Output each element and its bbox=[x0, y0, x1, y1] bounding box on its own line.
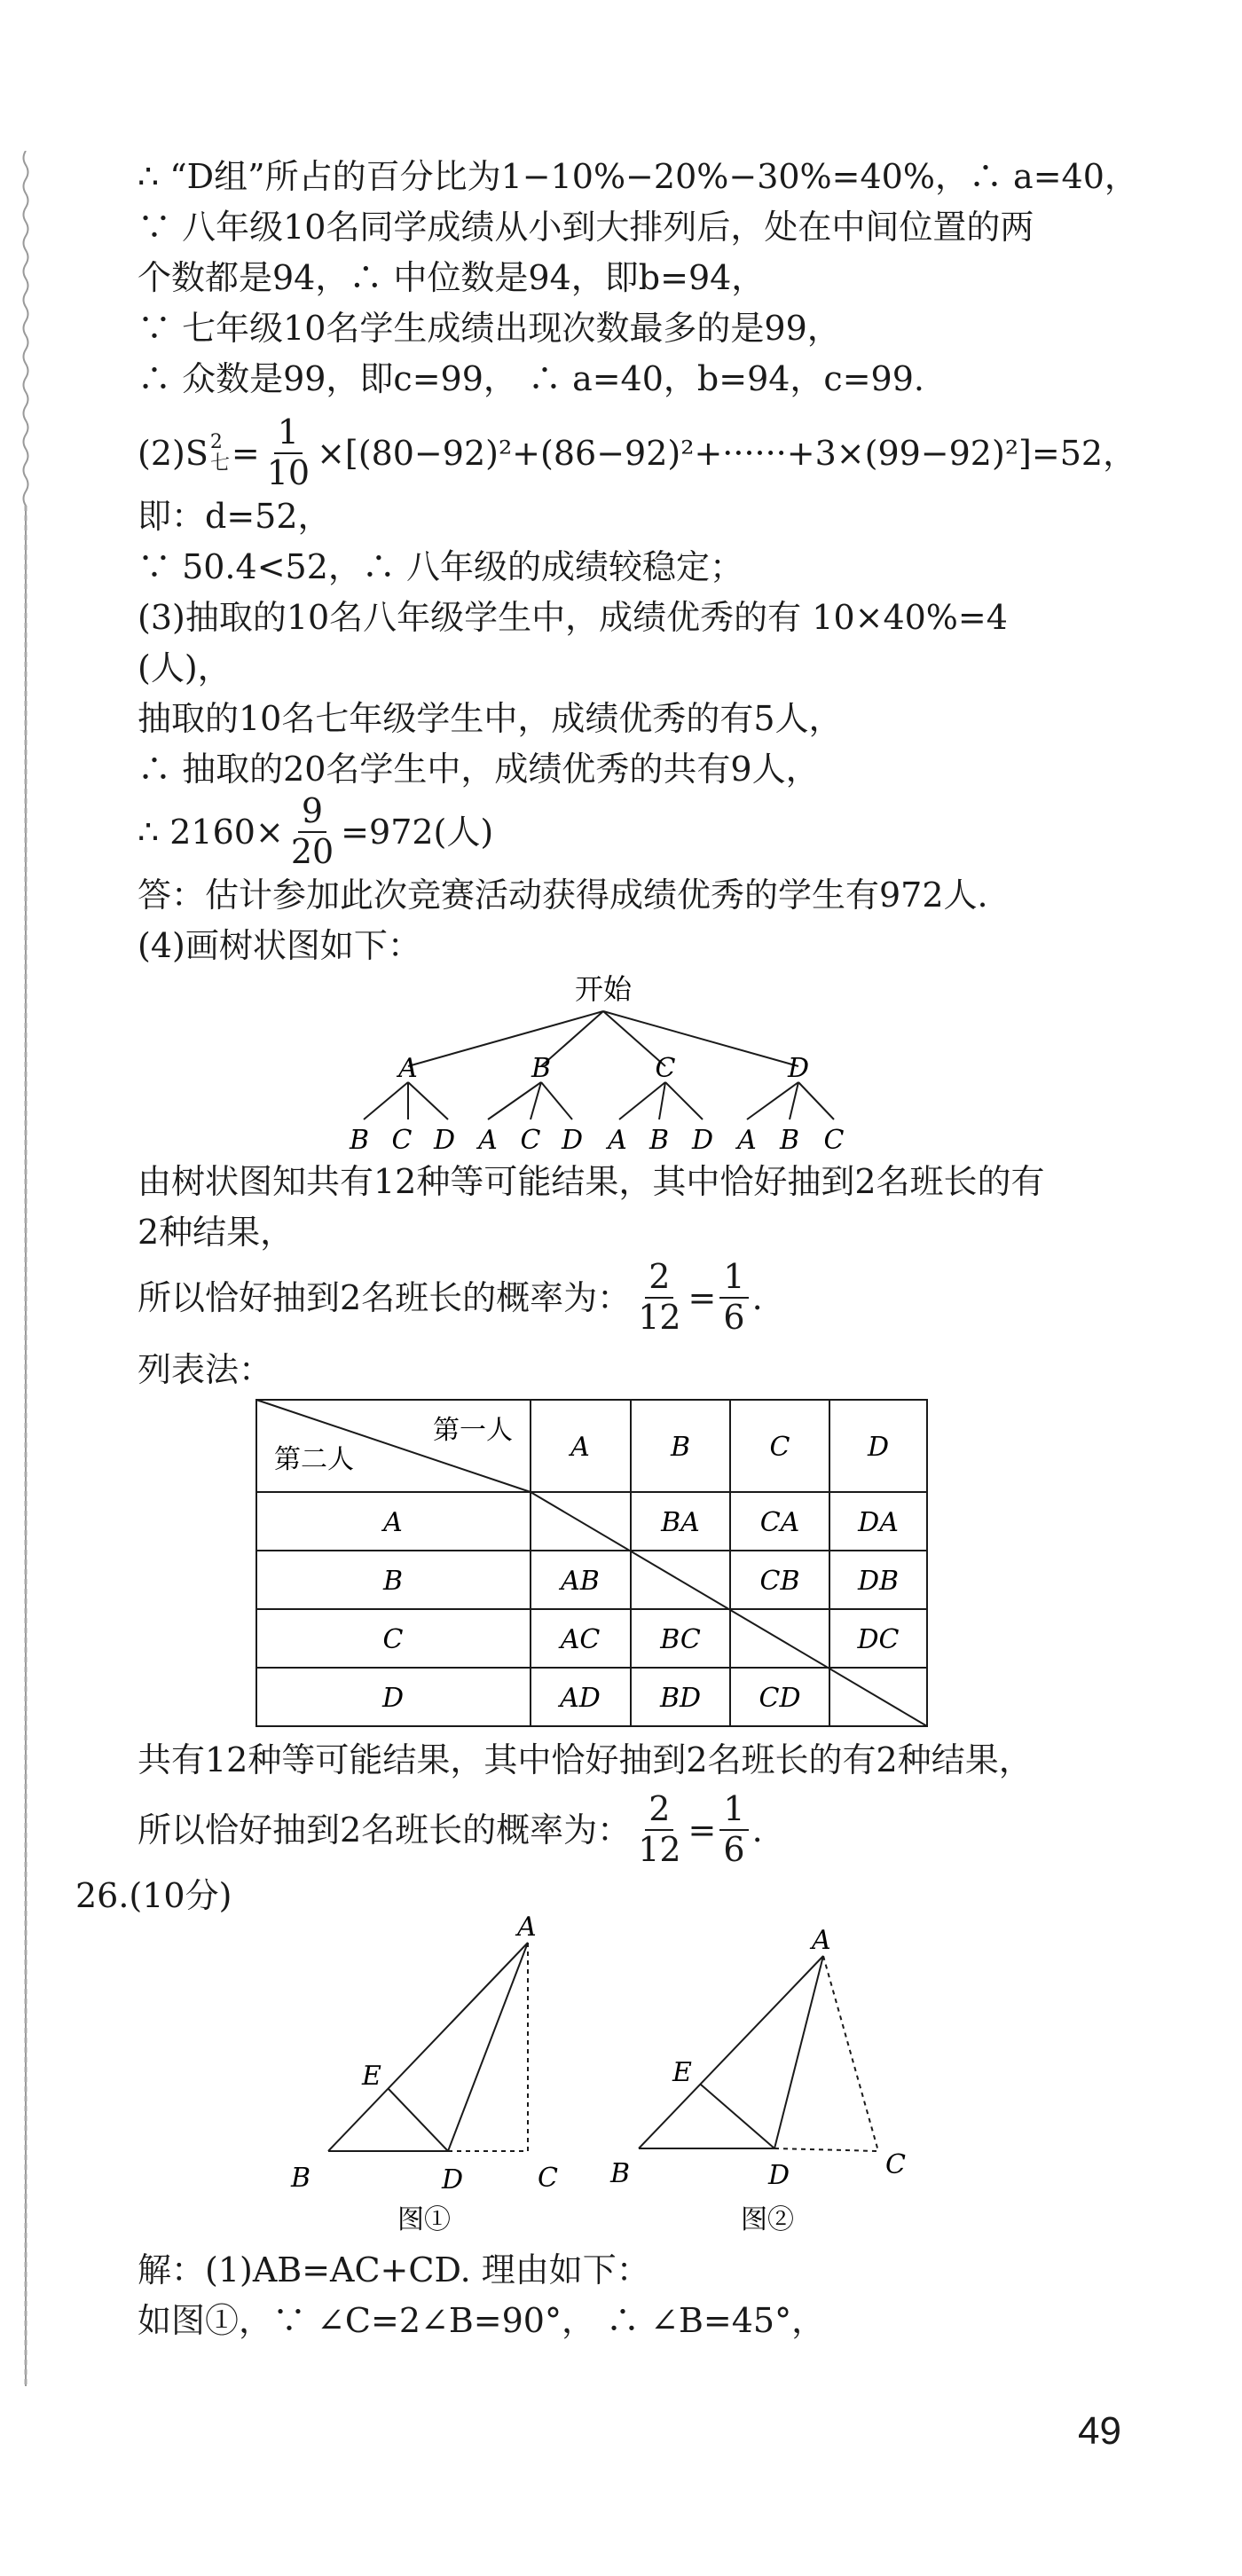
probability-1-period: . bbox=[751, 1277, 763, 1317]
variance-sup: 2 bbox=[209, 430, 223, 453]
variance-script bbox=[210, 432, 230, 475]
line-grade7-mode: ∵ 七年级10名学生成绩出现次数最多的是99， bbox=[138, 309, 841, 348]
fig1-label-b: B bbox=[291, 2163, 311, 2194]
line-probability-2 bbox=[138, 1789, 763, 1869]
fig1-caption: 图① bbox=[397, 2204, 451, 2235]
table-cell-ba: BA bbox=[661, 1507, 700, 1538]
table-header-b: B bbox=[670, 1432, 691, 1463]
table-cell-ca: CA bbox=[759, 1507, 800, 1538]
probability-1-equals: = bbox=[688, 1277, 717, 1317]
estimate-denominator: 20 bbox=[290, 831, 334, 871]
table-cell-cb: CB bbox=[759, 1566, 800, 1597]
tree-leaf-c1: A bbox=[608, 1125, 627, 1156]
line-mode-result: ∴ 众数是99，即c=99， ∴ a=40，b=94，c=99. bbox=[138, 359, 924, 398]
line-stability: ∵ 50.4<52，∴ 八年级的成绩较稳定； bbox=[138, 547, 743, 586]
figure-2 bbox=[609, 1925, 906, 2235]
variance-denominator: 10 bbox=[266, 452, 310, 492]
tree-leaf-a2: C bbox=[391, 1125, 413, 1156]
line-solution-2: 如图①，∵ ∠C=2∠B=90°， ∴ ∠B=45°， bbox=[138, 2301, 826, 2340]
probability-2-num-a: 2 bbox=[645, 1792, 673, 1831]
variance-equals: = bbox=[231, 433, 260, 473]
tree-node-l1-b: B bbox=[531, 1053, 552, 1084]
probability-2-den-b: 6 bbox=[723, 1829, 745, 1869]
variance-numerator: 1 bbox=[274, 415, 303, 454]
tree-node-l1-c: C bbox=[655, 1053, 676, 1084]
probability-1-den-a: 12 bbox=[638, 1297, 681, 1337]
binding-margin bbox=[20, 151, 32, 2386]
estimate-result: =972(人) bbox=[341, 812, 494, 852]
geometry-figures bbox=[284, 1916, 940, 2244]
fig1-label-a: A bbox=[517, 1916, 537, 1943]
probability-1-den-b: 6 bbox=[723, 1297, 745, 1337]
outcome-table bbox=[255, 1399, 928, 1727]
estimate-fraction bbox=[287, 791, 337, 871]
tree-leaf-d2: B bbox=[779, 1125, 800, 1156]
line-total-excellent: ∴ 抽取的20名学生中，成绩优秀的共有9人， bbox=[138, 750, 820, 789]
tree-root: 开始 bbox=[574, 972, 633, 1006]
fig2-caption: 图② bbox=[741, 2204, 794, 2235]
line-tree-result: 由树状图知共有12种等可能结果，其中恰好抽到2名班长的有 bbox=[138, 1162, 1045, 1201]
variance-fraction bbox=[263, 412, 313, 492]
table-cell-ab: AB bbox=[561, 1566, 600, 1597]
estimate-prefix: ∴ 2160× bbox=[138, 812, 284, 852]
table-cell-bc: BC bbox=[660, 1624, 701, 1655]
line-solution-1: 解：(1)AB=AC+CD. 理由如下： bbox=[138, 2250, 650, 2289]
table-corner-top: 第一人 bbox=[433, 1415, 513, 1446]
probability-2-equals: = bbox=[688, 1810, 717, 1850]
probability-1-fraction-b bbox=[719, 1257, 748, 1337]
probability-2-fraction-b bbox=[719, 1789, 748, 1869]
tree-leaf-b1: A bbox=[478, 1125, 498, 1156]
table-row-label-c: C bbox=[382, 1624, 404, 1655]
table-cell-db: DB bbox=[857, 1566, 900, 1597]
tree-leaf-d3: C bbox=[823, 1125, 845, 1156]
tree-edges-level2 bbox=[364, 1082, 834, 1119]
table-cell-ad: AD bbox=[560, 1683, 601, 1714]
line-variance bbox=[138, 412, 1137, 492]
fig2-label-b: B bbox=[610, 2158, 631, 2189]
fig2-label-d: D bbox=[768, 2160, 790, 2191]
table-cell-da: DA bbox=[858, 1507, 899, 1538]
table-header-a: A bbox=[570, 1432, 590, 1463]
variance-expression: ×[(80−92)²+(86−92)²+······+3×(99−92)²]=52， bbox=[317, 433, 1137, 473]
line-table-result: 共有12种等可能结果，其中恰好抽到2名班长的有2种结果， bbox=[138, 1740, 1033, 1779]
line-persons: (人)， bbox=[138, 648, 232, 687]
variance-sub: 七 bbox=[209, 452, 230, 475]
table-header-d: D bbox=[867, 1432, 890, 1463]
line-grade8-order: ∵ 八年级10名同学成绩从小到大排列后，处在中间位置的两 bbox=[138, 208, 1034, 247]
page-number: 49 bbox=[1078, 2409, 1121, 2453]
probability-2-num-b: 1 bbox=[719, 1792, 748, 1831]
tree-node-l1-a: A bbox=[398, 1053, 418, 1084]
tree-edges-level1 bbox=[408, 1011, 798, 1066]
fig1-label-e: E bbox=[362, 2061, 381, 2092]
tree-leaf-a1: B bbox=[349, 1125, 370, 1156]
line-tree-result-cont: 2种结果， bbox=[138, 1213, 295, 1252]
line-probability-1 bbox=[138, 1257, 763, 1337]
table-cell-bd: BD bbox=[659, 1683, 702, 1714]
fig2-label-e: E bbox=[672, 2057, 692, 2088]
table-grid bbox=[256, 1400, 927, 1726]
line-tree-intro: (4)画树状图如下： bbox=[138, 926, 421, 965]
table-row-label-a: A bbox=[383, 1507, 403, 1538]
question-26-heading: 26.(10分) bbox=[75, 1876, 232, 1915]
tree-leaf-d1: A bbox=[737, 1125, 757, 1156]
table-cell-ac: AC bbox=[560, 1624, 601, 1655]
line-grade7-excellent: 抽取的10名七年级学生中，成绩优秀的有5人， bbox=[138, 699, 843, 738]
fig2-label-a: A bbox=[812, 1925, 831, 1956]
probability-1-fraction-a bbox=[634, 1257, 684, 1337]
table-row-label-d: D bbox=[381, 1683, 405, 1714]
tree-leaf-c2: B bbox=[649, 1125, 670, 1156]
line-d-value: 即：d=52， bbox=[138, 497, 332, 536]
figure-1 bbox=[290, 1916, 558, 2235]
table-corner-bottom: 第二人 bbox=[274, 1444, 354, 1475]
line-median: 个数都是94，∴ 中位数是94，即b=94， bbox=[138, 258, 766, 297]
table-header-c: C bbox=[769, 1432, 790, 1463]
tree-leaf-c3: D bbox=[691, 1125, 714, 1156]
probability-2-fraction-a bbox=[634, 1789, 684, 1869]
tree-diagram bbox=[337, 967, 869, 1158]
probability-2-period: . bbox=[751, 1810, 763, 1850]
table-cell-cd: CD bbox=[759, 1683, 801, 1714]
tree-leaf-b3: D bbox=[561, 1125, 584, 1156]
probability-1-num-b: 1 bbox=[719, 1260, 748, 1299]
line-answer: 答：估计参加此次竞赛活动获得成绩优秀的学生有972人. bbox=[138, 876, 988, 915]
tree-node-l1-d: D bbox=[787, 1053, 810, 1084]
line-estimate bbox=[138, 791, 494, 871]
probability-2-prefix: 所以恰好抽到2名班长的概率为： bbox=[138, 1810, 632, 1850]
line-table-intro: 列表法： bbox=[138, 1350, 273, 1389]
variance-prefix: (2)S bbox=[138, 433, 208, 473]
probability-1-num-a: 2 bbox=[645, 1260, 673, 1299]
fig1-label-c: C bbox=[538, 2163, 558, 2194]
probability-2-den-a: 12 bbox=[638, 1829, 681, 1869]
fig2-label-c: C bbox=[885, 2149, 906, 2180]
tree-leaf-a3: D bbox=[433, 1125, 456, 1156]
estimate-numerator: 9 bbox=[298, 794, 326, 833]
line-d-group: ∴ “D组”所占的百分比为1−10%−20%−30%=40%，∴ a=40， bbox=[138, 157, 1138, 196]
tree-leaf-b2: C bbox=[520, 1125, 541, 1156]
line-grade8-excellent: (3)抽取的10名八年级学生中，成绩优秀的有 10×40%=4 bbox=[138, 598, 1008, 637]
fig1-label-d: D bbox=[442, 2164, 464, 2195]
table-cell-dc: DC bbox=[857, 1624, 900, 1655]
table-row-label-b: B bbox=[382, 1566, 404, 1597]
probability-1-prefix: 所以恰好抽到2名班长的概率为： bbox=[138, 1277, 632, 1317]
